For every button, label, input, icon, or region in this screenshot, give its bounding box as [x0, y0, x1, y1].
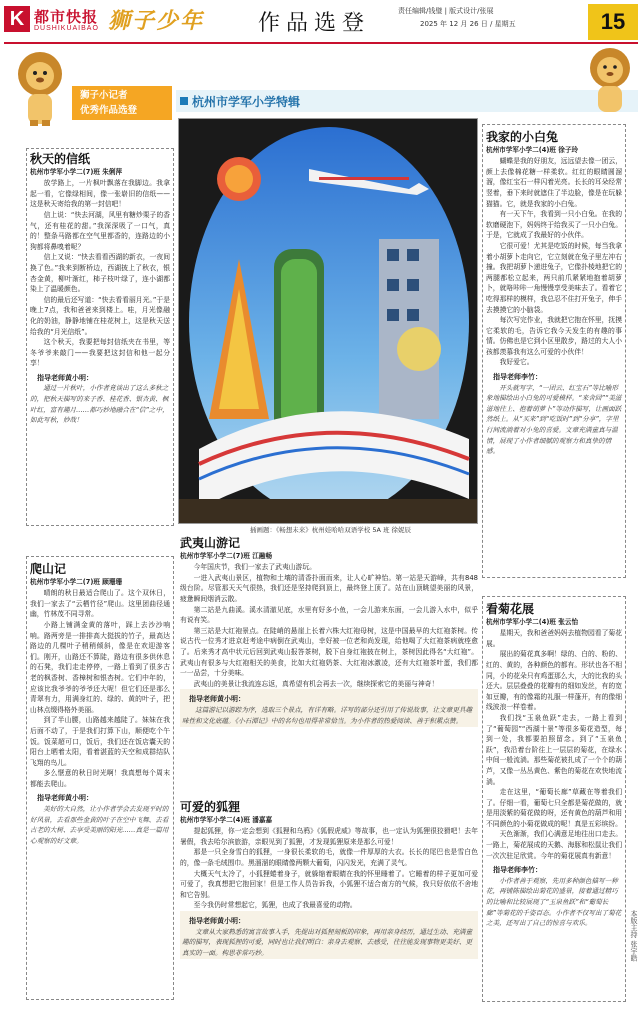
article-byline: 杭州市学军小学二(7)班 朱俐萍	[30, 167, 123, 176]
paragraph: 大概天气太冷了，小狐狸蜷着身子，就躲缩着眼睛在我的怀里睡着了。它睡着的样子更加可爱可爱了，我真想把它抱回家！但是工作人员告诉我，小狐狸不适合南方的气候，我只好依依不舍地和它告别。	[180, 869, 478, 899]
editor-credits: 责任编辑/钱璧 | 版式设计/张展	[398, 7, 494, 15]
teacher-comment-title: 指导老师李竹：	[493, 866, 542, 875]
teacher-comment: 这篇游记以游踪为序，选取三个景点，有详有略。详写的部分还引用了传说故事，让文章更具趣味性和文化底蕴。《小石潭记》中的名句也用得非常恰当。为小作者的热爱阅读、善于积累点赞。	[182, 705, 473, 725]
paragraph: 我们找“玉泉鱼跃”走去，一路上看到了“葡萄园”“西湖十景”等很多菊花造型，每到一处，我都要拍照留念。到了“玉泉鱼跃”，我沿着台阶往上一层层的菊花，在绿水中间一般流淌。那些菊花被扎成了一个个的葫芦，又像一丛丛黄色、紫色的菊花在欢快地流淌。	[486, 713, 622, 786]
paragraph: 今年国庆节，我们一家去了武夷山游玩。	[193, 563, 316, 572]
article-title: 爬山记	[30, 562, 67, 576]
teacher-comment-box	[180, 911, 478, 959]
paragraph: 放学路上，一片枫叶飘落在我脚边。我拿起一看，它像绿相间，像一张崭旧的信纸——这是秋天寄给我的第一封信吧！	[30, 179, 170, 209]
paragraph: 天色渐渐，我们心满意足地往出口走去。一路上，菊花展成的天鹅、海豚和松鼠让我们一次次驻足欣赏。今年的菊花展真有新意！	[486, 830, 622, 860]
article-title: 秋天的信纸	[30, 152, 91, 166]
paragraph: 走在这里，“葡萄长廊”草藏在等着我们了。仔细一看，葡萄七只全都是菊花做的，就是用淡紫的菊花做的呀，还有黄色的葫芦和用不同颜色的小菊花做成的呢！真是五彩缤纷。	[486, 788, 622, 828]
paragraph: 展出的菊花真多啊！绿的、白的、粉的、红的、黄的，各种颜色的都有。形状也各不相同，小的花朵只有鸡蛋那么大，大的比我的头还大。层层叠叠的花瓣有的细如发丝，有的宽如豆瓣，有的像霜的礼服一样蓬开，有的像细线波浪一样卷着。	[486, 650, 622, 712]
teacher-comment-title: 指导老师李竹：	[493, 373, 542, 382]
paragraph: 提起狐狸，你一定会想到《狐狸和乌鸦》《狐假虎威》等故事，也一定认为狐狸很狡猾吧！去年暑假，我去哈尔滨旅游，亲眼见到了狐狸，才发现狐狸原来是那么可爱！	[180, 827, 478, 846]
article-autumn	[30, 152, 170, 426]
school-name: 杭州市学军小学特辑	[192, 95, 301, 109]
page-host-credit: 本版主持 张宇皓	[630, 910, 638, 962]
paragraph: 每次写完作业，我就把它抱在怀里，抚摸它柔软的毛，告诉它我今天发生的有趣的事情。仿佛也是它到小区里散步，路过的大人小孩都羡慕我有这么可爱的小伙伴！	[486, 316, 622, 356]
teacher-comment-title: 指导老师黄小明：	[37, 373, 93, 382]
paragraph: 它很可爱！尤其是吃饭的时候，每当我拿着小胡萝卜走向它，它立刻就在兔子里左冲右撞。我把胡萝卜递进兔子，它像扑棱地把它的两腿都松立起来，两只前爪紧紧地抱着胡萝卜，就咯咔咔一角慢慢享受美味去了。看着它吃得那样的模样，我总忍不住打开兔子，伸手去摸摸它的小脑袋。	[486, 241, 622, 314]
article-fox	[180, 800, 478, 959]
teacher-comment: 文章从大家熟悉的寓言故事入手，先提出对狐狸刻板的印象，再用亲身经历，通过生动、充满童趣的描写，表现狐狸的可爱，同时也让我们明白：亲身去观察、去感受，往往能发现事物更美好、更真实的一面。构思非常巧妙。	[182, 927, 473, 957]
school-band	[176, 90, 638, 112]
article-title: 看菊花展	[486, 602, 535, 616]
teacher-comment-title: 指导老师黄小明：	[189, 695, 245, 704]
lion-mascot-right-icon	[580, 44, 638, 114]
article-byline: 杭州市学军小学二(7)班 江融畅	[180, 551, 273, 560]
illustration-future	[178, 118, 478, 524]
paragraph: 蝴蝶是我的好朋友，远远望去像一团云，颜上去像棉花糖一样柔软。红红的眼睛圆溜溜，像红宝石一样闪着光亮。长长的耳朵经常竖着，垂下来时就遮住了半边脸，像是在玩躲猫猫。它，就是我家的小白兔。	[486, 157, 622, 208]
paragraph: 信上又说：“快去看看西湖的新衣，一夜间换了色。”我来到断桥边，西湖披上了秋衣，银杏金黄，柳叶渐红，柿子枝叶绿了，连小湖都染上了温暖颜色。	[30, 253, 170, 294]
paragraph: 至今我仍时常想起它，狐狸，也成了我最喜爱的动物。	[193, 901, 357, 910]
article-title: 可爱的狐狸	[180, 800, 241, 814]
article-byline: 杭州市学军小学二(7)班 顾珊珊	[30, 577, 123, 586]
banner-line-1: 狮子小记者	[80, 90, 128, 101]
header-divider	[4, 42, 638, 44]
paragraph: 我好爱它。	[499, 358, 534, 367]
newspaper-logo	[4, 6, 100, 38]
paragraph: 第二站是九曲溪。溪水清澈见底，水里有好多小鱼，一会儿游来东面，一会儿游入水中，似乎有说有笑。	[180, 605, 478, 625]
teacher-comment-title: 指导老师黄小明：	[189, 916, 245, 925]
brand-title: 狮子少年	[108, 8, 205, 34]
paragraph: 星期天，我和爸爸妈妈去植物园看了菊花展。	[486, 629, 622, 648]
article-mountain	[30, 562, 170, 846]
paragraph: 信上说：“快去河湖，风里有糖炒栗子的香气，还有桂花的甜。”我深深吸了一口气，真的！整条马路都在空气里都香的，连路边的小狗都将鼻嗅着呢？	[30, 210, 170, 251]
lion-mascot-icon	[10, 48, 70, 128]
paragraph: 一进入武夷山景区，植物和土壤的清香扑面而来，让人心旷神怡。第一站是天游峰，共有848级台阶。尽管那天天气很热，我们还是坚持爬到顶上，最终登上顶了。站在山顶眺望美丽的风景，疲惫瞬间烟消云散。	[180, 573, 478, 603]
teacher-comment: 小作者善于观察，先用多种颜色描写一种花，再铺陈描绘出菊花的盛景，接着通过精巧的比喻和比较展现了“玉泉鱼跃”和“葡萄长廊”等菊花的千姿百态。小作者不仅写出了菊花之美，还写出了自己的惊喜与欢乐。	[486, 876, 622, 928]
teacher-comment: 通过一片秋叶，小作者竟谈出了这么多秋之的，把秋天描写的来子香、桂花香、银杏黄、枫叶红，富有趣月……都巧妙地融合在“信”之中，如此写秋，妙哉！	[30, 384, 169, 425]
logo-subtitle: DUSHIKUAIBAO	[34, 25, 99, 32]
paragraph: 到了半山腰，山路越来越陡了。妹妹在我后面不动了，于是我们打算下山，顺便吃个午饭。饭菜超可口，饭后，我们还在饭店囊天的阳台上晒着太阳，看着湛蓝的天空和成群结队飞翔的鸟儿。	[30, 716, 170, 767]
paragraph: 小路上铺满金黄的落叶，踩上去沙沙响响。路两旁是一排排高大挺拔的竹子，最高达路边的几棵叶子稍稍倾斜，像是在欢迎游客们。刚开，山路还不算陡，路边有很多供休息的石凳，我们走走停停，一路上看到了很多古老的枫香树、香樟树和银杏树。它们中年的，应该比我爷爷的爷爷还大呢！但它们还是那么青翠有力，用满身红的、绿的、黄的叶子，把山林点缀得格外美丽。	[30, 620, 170, 714]
illustration-caption: 插画题：《畅想未来》杭州娃哈哈双语学校 5A 班 徐妮辰	[250, 526, 412, 534]
square-bullet-icon	[180, 97, 188, 105]
article-chrysanthemum	[486, 602, 622, 929]
article-rabbit	[486, 130, 622, 457]
paragraph: 多么惬意的秋日时光啊！我真想每个周末都能去爬山。	[30, 769, 170, 788]
paragraph: 第三站是大红袍景点。在陡峭的悬崖上长着六株大红袍母树，这是中国最早的大红袍茶树。传说古代一位秀才进京赶考途中病倒在武夷山，幸好被一位老和尚发现，给他喝了大红袍茶病就痊愈了。后来秀才高中状元后回到武夷山报答茶树，脱下自身红袍披在树上，茶树因此得名“大红袍”。武夷山有很多与大红袍相关的美食，比如大红袍奶茶、大红袍冰激凌，还有大红袍茶叶蛋，我们都一一品尝，十分美味。	[180, 626, 478, 678]
featured-works-banner	[72, 86, 172, 120]
issue-date: 2025 年 12 月 26 日 / 星期五	[420, 20, 516, 28]
article-byline: 杭州市学军小学二(4)班 张云怡	[486, 617, 579, 626]
teacher-comment-box	[180, 689, 478, 727]
section-title: 作品选登	[258, 11, 371, 36]
article-wuyi	[180, 536, 478, 727]
page-header	[0, 0, 642, 44]
paragraph: 那是一只全身雪白的狐狸，一身很长柔软的毛，就像一件厚厚的大衣。长长的尾巴也是雪白色的，像一条毛绒围巾。黑溜溜的眼睛像两颗大葡萄，闪闪发光，充满了灵气。	[180, 848, 478, 867]
logo-mark: K	[4, 6, 30, 32]
logo-name: 都市快报	[34, 8, 99, 26]
paragraph: 有一天下午，我看到一只小白兔。在我的软磨硬泡下，妈妈终于给我买了一只小白兔。于是，它就成了我最好的小伙伴。	[486, 210, 622, 240]
page-number: 15	[588, 4, 638, 40]
paragraph: 武夷山的美景让我流连忘返，真希望有机会再去一次，继续探索它的美丽与神奇！	[193, 679, 439, 688]
future-city-drawing-icon	[179, 119, 478, 524]
article-byline: 杭州市学军小学二(4)班 徐子玲	[486, 145, 579, 154]
paragraph: 晴朗的秋日最适合爬山了。这个双休日，我们一家去了“云栖竹径”爬山。这里团曲径通幽，竹林茂不同寻常。	[30, 589, 170, 619]
teacher-comment: 开头就写字，“一团云、红宝石”等比喻形象地描绘出小白兔的可爱模样。“来舍回”“美滋滋地往上、抱着胡萝卜”等动作描写，让画面跃然纸上。从“买来”到“吃饭时”到“分享”，字里行间流淌着对小兔的喜爱。文章充满童真与温情，展现了小作者细腻的观察力和真挚的情感。	[486, 383, 622, 456]
article-byline: 杭州市学军小学二(4)班 潘嘉嘉	[180, 815, 273, 824]
paragraph: 这个秋天，我要把每封信纸夹在书里，等冬爷爷来敲门——我要把这封信和他一起分享！	[30, 338, 170, 368]
article-title: 武夷山游记	[180, 536, 241, 550]
paragraph: 信的最后还写道：“快去看看丽月光。”于是晚上7点，我和爸爸来到楼上。哇，月光像融化的奶油，静静地铺在桂花树上，这是秋天送给我的“月光信纸”。	[30, 295, 170, 336]
banner-line-2: 优秀作品选登	[80, 105, 138, 116]
teacher-comment-title: 指导老师黄小明：	[37, 794, 93, 803]
article-title: 我家的小白兔	[486, 130, 559, 144]
teacher-comment: 美好的大自然，让小作者学会去发现平时的好风景，去看那些金黄的叶子在空中飞舞、去看古老的大树、去享受美丽的阳光……真是一篇用心观察的好文章。	[30, 805, 169, 845]
